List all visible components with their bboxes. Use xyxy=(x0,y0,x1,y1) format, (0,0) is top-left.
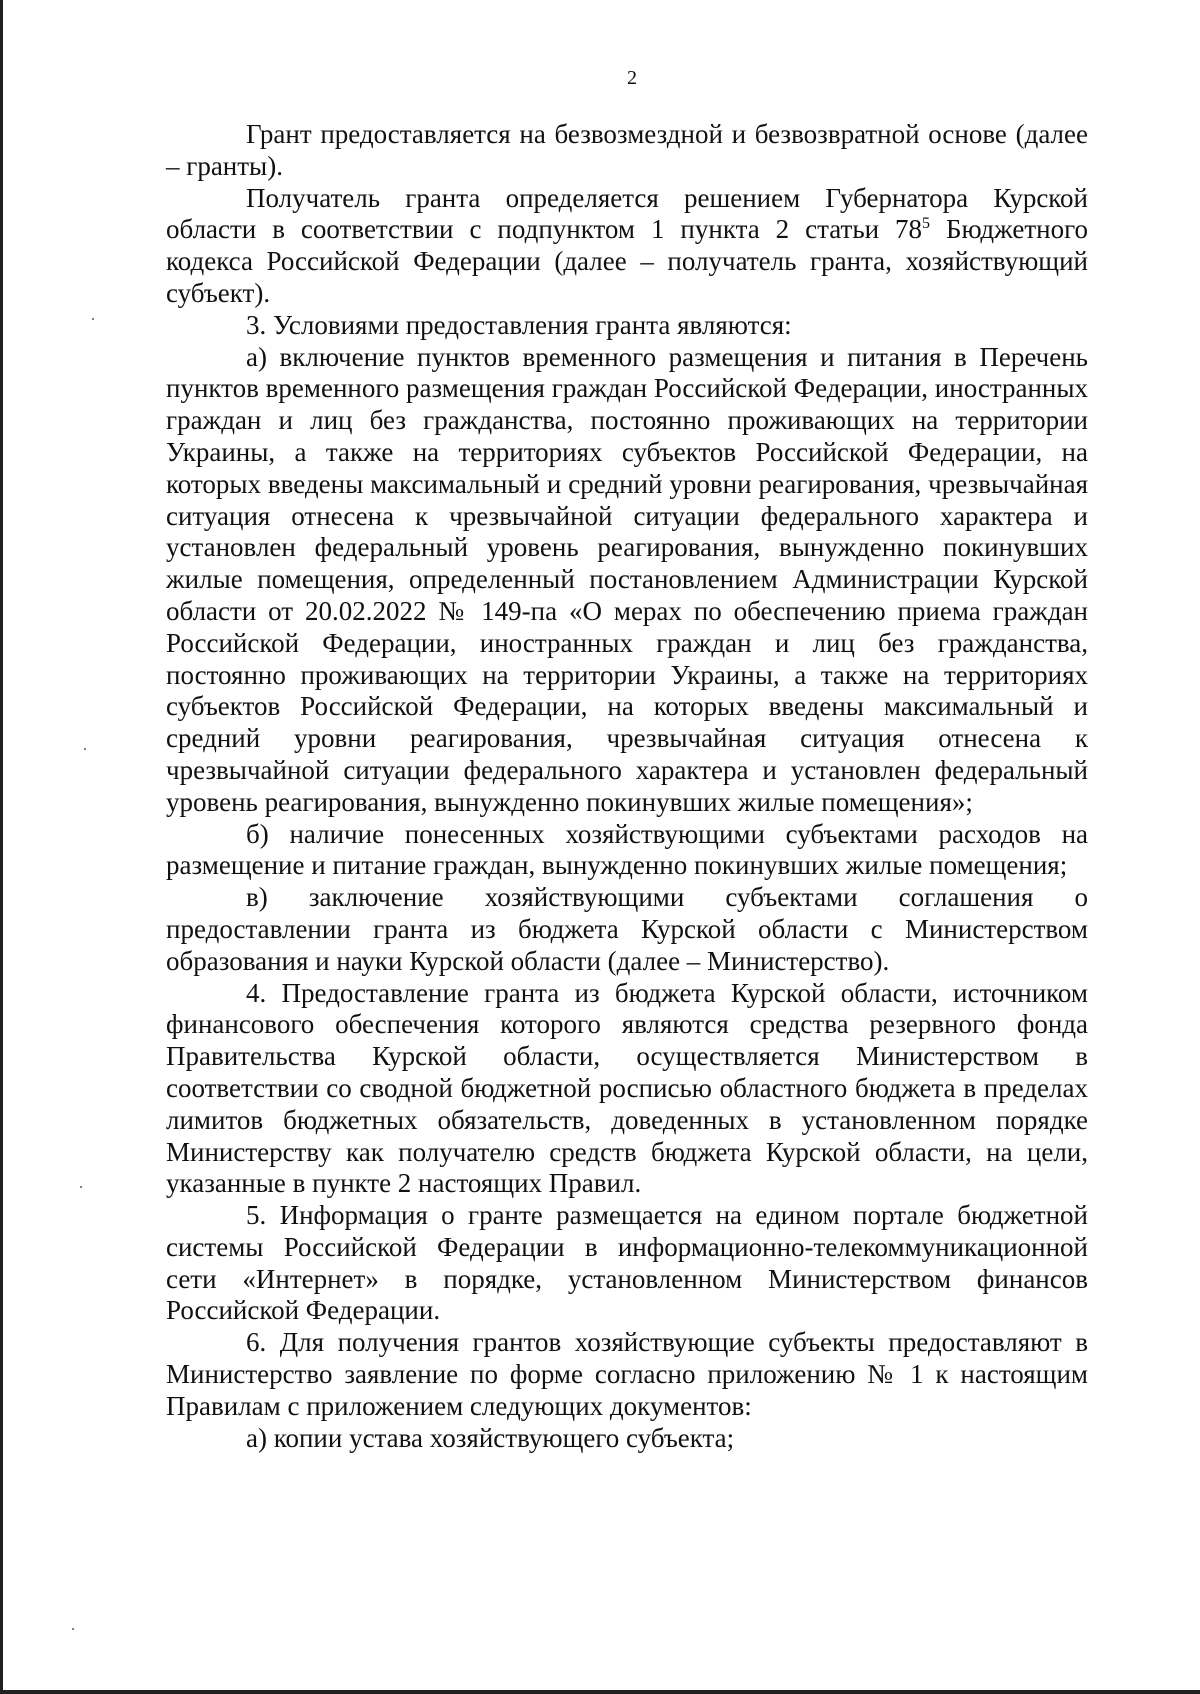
paragraph-item-6: 6. Для получения грантов хозяйствующие субъекты предоставляют в Министерство заявление по форме согласно приложению № 1 к настоящим Правилам с приложением следующих документов: xyxy=(166,1327,1088,1421)
paragraph-grant-recipient xyxy=(166,183,1088,310)
superscript-article-index: 5 xyxy=(922,215,931,233)
scan-speck xyxy=(84,748,86,750)
scan-left-edge xyxy=(0,0,3,1694)
paragraph-condition-b: б) наличие понесенных хозяйствующими субъектами расходов на размещение и питание граждан, вынужденно покинувших жилые помещения; xyxy=(166,818,1088,881)
page-number: 2 xyxy=(627,67,637,89)
document-body xyxy=(166,119,1088,1454)
paragraph-text-part: Бюджетного кодекса Российской Федерации (далее – получатель гранта, хозяйствующий субъект). xyxy=(166,214,1088,308)
paragraph-item-4: 4. Предоставление гранта из бюджета Курской области, источником финансового обеспечения которого являются средства резервного фонда Правительства Курской области, осуществляется Министерством в соответствии со сводной бюджетной росписью областного бюджета в пределах лимитов бюджетных обязательств, доведенных в установленном порядке Министерству как получателю средств бюджета Курской области, на цели, указанные в пункте 2 настоящих Правил. xyxy=(166,977,1088,1199)
scan-speck xyxy=(92,318,94,320)
paragraph-grant-basis: Грант предоставляется на безвозмездной и безвозвратной основе (далее – гранты). xyxy=(166,119,1088,181)
paragraph-text-part: Получатель гранта определяется решением Губернатора Курской области в соответствии с подпунктом 1 пункта 2 статьи 78 xyxy=(166,182,1088,245)
paragraph-conditions-heading: 3. Условиями предоставления гранта являются: xyxy=(246,309,792,340)
paragraph-condition-v: в) заключение хозяйствующими субъектами соглашения о предоставлении гранта из бюджета Курской области с Министерством образования и науки Курской области (далее – Министерство). xyxy=(166,882,1088,976)
paragraph-item-5: 5. Информация о гранте размещается на едином портале бюджетной системы Российской Федерации в информационно-телекоммуникационной сети «Интернет» в порядке, установленном Министерством финансов Российской Федерации. xyxy=(166,1200,1088,1326)
paragraph-condition-a: а) включение пунктов временного размещения и питания в Перечень пунктов временного размещения граждан Российской Федерации, иностранных граждан и лиц без гражданства, постоянно проживающих на территории Украины, а также на территориях субъектов Российской Федерации, на которых введены максимальный и средний уровни реагирования, чрезвычайная ситуация отнесена к чрезвычайной ситуации федерального характера и установлен федеральный уровень реагирования, вынужденно покинувших жилые помещения, определенный постановлением Администрации Курской области от 20.02.2022 № 149-па «О мерах по обеспечению приема граждан Российской Федерации, иностранных граждан и лиц без гражданства, постоянно проживающих на территории Украины, а также на территориях субъектов Российской Федерации, на которых введены максимальный и средний уровни реагирования, чрезвычайная ситуация отнесена к чрезвычайной ситуации федерального характера и установлен федеральный уровень реагирования, вынужденно покинувших жилые помещения»; xyxy=(166,341,1088,817)
scan-speck xyxy=(80,1186,82,1188)
paragraph-item-6a: а) копии устава хозяйствующего субъекта; xyxy=(246,1422,735,1453)
scan-speck xyxy=(72,1628,74,1630)
scan-bottom-edge xyxy=(0,1690,1200,1694)
